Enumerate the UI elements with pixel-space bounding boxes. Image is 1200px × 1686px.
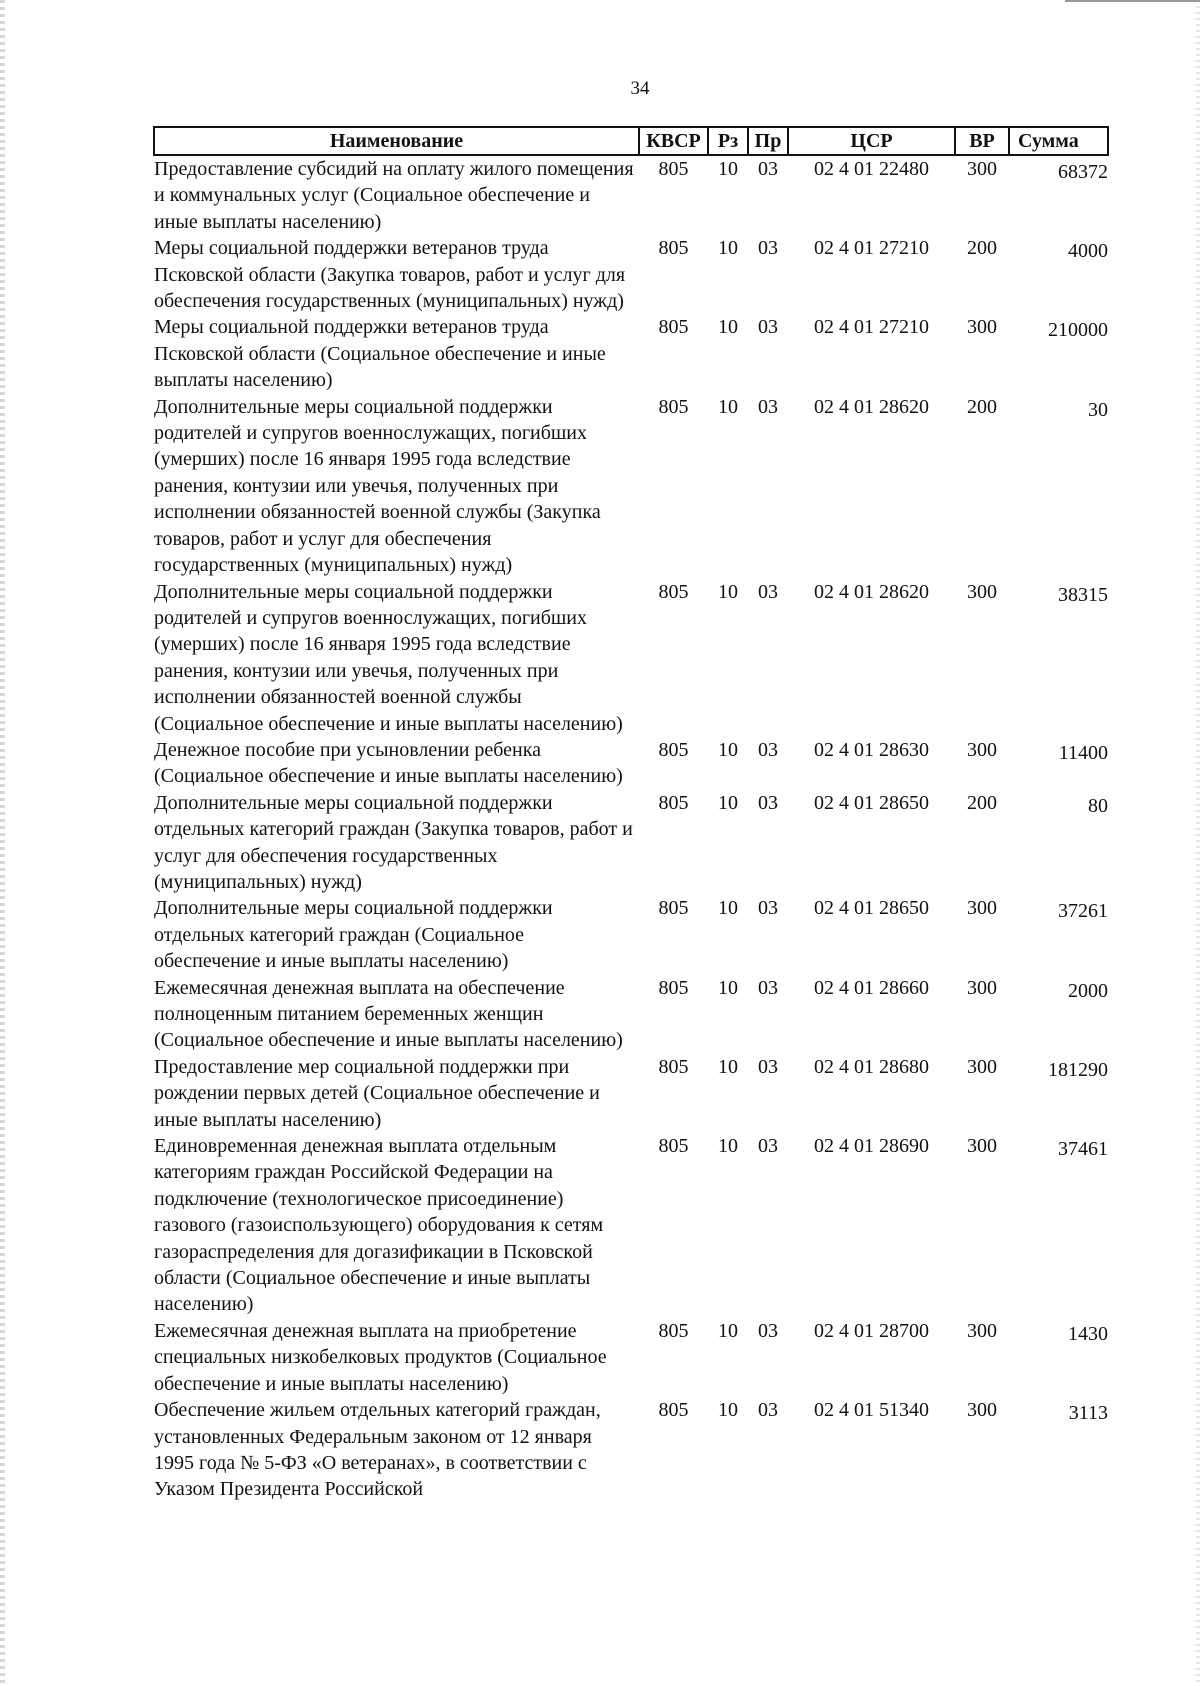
cell-rz: 10 [718, 580, 738, 603]
cell-kvsr: 805 [658, 237, 689, 260]
cell-kvsr: 805 [658, 1135, 689, 1158]
cell-vr: 300 [967, 316, 997, 339]
cell-sum: 3113 [1068, 1402, 1108, 1425]
table-row [154, 155, 1108, 235]
cell-kvsr: 805 [658, 1399, 689, 1422]
table-row [154, 1318, 1108, 1397]
header-sum: Сумма [1009, 127, 1108, 155]
cell-pr: 03 [758, 1319, 778, 1342]
header-csr: ЦСР [788, 127, 955, 155]
cell-kvsr: 805 [658, 158, 689, 180]
cell-kvsr: 805 [658, 1055, 689, 1078]
cell-csr: 02 4 01 28620 [814, 395, 929, 418]
table-row [154, 579, 1108, 737]
cell-name: Предоставление субсидий на оплату жилого помещения и коммунальных услуг (Социальное обеспечение и иные выплаты населению) [154, 158, 634, 233]
cell-name: Меры социальной поддержки ветеранов труда Псковской области (Закупка товаров, работ и услуг для обеспечения государственных (муниципальных) нужд) [154, 237, 626, 313]
cell-pr: 03 [758, 897, 778, 920]
cell-kvsr: 805 [658, 897, 689, 920]
cell-sum: 11400 [1058, 741, 1108, 764]
cell-pr: 03 [758, 580, 778, 603]
cell-csr: 02 4 01 27210 [814, 316, 929, 339]
cell-kvsr: 805 [658, 395, 689, 418]
cell-pr: 03 [758, 1399, 778, 1422]
table-row [154, 394, 1108, 579]
cell-rz: 10 [718, 976, 738, 999]
table-row [154, 737, 1108, 790]
cell-csr: 02 4 01 28660 [814, 976, 929, 999]
cell-name: Обеспечение жильем отдельных категорий граждан, установленных Федеральным законом от 12 января 1995 года № 5-ФЗ «О ветеранах», в соответствии с Указом Президента Российской [154, 1399, 601, 1501]
cell-kvsr: 805 [658, 316, 689, 339]
cell-csr: 02 4 01 28690 [814, 1135, 929, 1158]
cell-vr: 200 [967, 237, 997, 260]
cell-rz: 10 [718, 1135, 738, 1158]
table-row [154, 975, 1108, 1054]
cell-rz: 10 [718, 897, 738, 920]
cell-vr: 300 [967, 738, 997, 761]
cell-rz: 10 [718, 316, 738, 339]
cell-vr: 200 [967, 395, 997, 418]
table-body [154, 155, 1108, 1503]
cell-csr: 02 4 01 28680 [814, 1055, 929, 1078]
cell-sum: 4000 [1068, 240, 1108, 263]
cell-name: Дополнительные меры социальной поддержки отдельных категорий граждан (Закупка товаров, работ и услуг для обеспечения государственных (муниципальных) нужд) [154, 791, 633, 893]
cell-pr: 03 [758, 738, 778, 761]
cell-sum: 2000 [1068, 979, 1108, 1002]
cell-vr: 300 [967, 1399, 997, 1422]
cell-name: Дополнительные меры социальной поддержки родителей и супругов военнослужащих, погибших (умерших) после 16 января 1995 года вследствие ранения, контузии или увечья, полученных при исполнении обязанностей военной службы (Социальное обеспечение и иные выплаты населению) [154, 580, 623, 735]
cell-pr: 03 [758, 395, 778, 418]
table-row [154, 314, 1108, 393]
cell-vr: 300 [967, 580, 997, 603]
cell-kvsr: 805 [658, 738, 689, 761]
cell-sum: 1430 [1068, 1322, 1108, 1345]
cell-pr: 03 [758, 237, 778, 260]
cell-pr: 03 [758, 158, 778, 180]
header-pr: Пр [748, 127, 788, 155]
cell-vr: 300 [967, 1055, 997, 1078]
cell-name: Денежное пособие при усыновлении ребенка (Социальное обеспечение и иные выплаты населению) [154, 738, 623, 788]
cell-csr: 02 4 01 28630 [814, 738, 929, 761]
cell-rz: 10 [718, 237, 738, 260]
cell-sum: 30 [1088, 398, 1108, 421]
cell-sum: 38315 [1058, 583, 1108, 606]
page-number: 34 [630, 78, 650, 99]
cell-sum: 68372 [1058, 161, 1108, 183]
cell-name: Предоставление мер социальной поддержки при рождении первых детей (Социальное обеспечение и иные выплаты населению) [154, 1055, 600, 1131]
cell-kvsr: 805 [658, 976, 689, 999]
cell-pr: 03 [758, 976, 778, 999]
table-row [154, 790, 1108, 896]
cell-name: Единовременная денежная выплата отдельным категориям граждан Российской Федерации на подключение (технологическое присоединение) газового (газоиспользующего) оборудования к сетям газораспределения для догазификации в Псковской области (Социальное обеспечение и иные выплаты населению) [154, 1135, 604, 1316]
cell-sum: 37461 [1058, 1138, 1108, 1161]
cell-name: Дополнительные меры социальной поддержки родителей и супругов военнослужащих, погибших (умерших) после 16 января 1995 года вследствие ранения, контузии или увечья, полученных при исполнении обязанностей военной службы (Закупка товаров, работ и услуг для обеспечения государственных (муниципальных) нужд) [154, 395, 601, 577]
cell-vr: 300 [967, 976, 997, 999]
header-kvsr: КВСР [639, 127, 708, 155]
scan-edge-right [1196, 0, 1200, 1686]
cell-vr: 300 [967, 1319, 997, 1342]
cell-csr: 02 4 01 22480 [814, 158, 929, 180]
cell-csr: 02 4 01 28620 [814, 580, 929, 603]
cell-sum: 181290 [1048, 1058, 1108, 1081]
cell-vr: 300 [967, 897, 997, 920]
cell-rz: 10 [718, 1399, 738, 1422]
header-name: Наименование [154, 127, 639, 155]
cell-name: Дополнительные меры социальной поддержки отдельных категорий граждан (Социальное обеспечение и иные выплаты населению) [154, 897, 553, 973]
scan-edge-left [0, 0, 5, 1686]
cell-csr: 02 4 01 28700 [814, 1319, 929, 1342]
cell-rz: 10 [718, 158, 738, 180]
cell-sum: 37261 [1058, 900, 1108, 923]
header-rz: Рз [708, 127, 748, 155]
cell-vr: 300 [967, 158, 997, 180]
cell-vr: 200 [967, 791, 997, 814]
cell-name: Ежемесячная денежная выплата на обеспечение полноценным питанием беременных женщин (Социальное обеспечение и иные выплаты населению) [154, 976, 623, 1052]
cell-name: Ежемесячная денежная выплата на приобретение специальных низкобелковых продуктов (Социальное обеспечение и иные выплаты населению) [154, 1319, 607, 1395]
cell-vr: 300 [967, 1135, 997, 1158]
cell-pr: 03 [758, 1055, 778, 1078]
cell-pr: 03 [758, 791, 778, 814]
cell-csr: 02 4 01 28650 [814, 791, 929, 814]
cell-kvsr: 805 [658, 791, 689, 814]
table-row [154, 1054, 1108, 1133]
cell-csr: 02 4 01 27210 [814, 237, 929, 260]
cell-rz: 10 [718, 791, 738, 814]
cell-pr: 03 [758, 1135, 778, 1158]
budget-table [153, 126, 1109, 1503]
table-row [154, 235, 1108, 314]
cell-rz: 10 [718, 738, 738, 761]
cell-csr: 02 4 01 51340 [814, 1399, 929, 1422]
cell-rz: 10 [718, 1319, 738, 1342]
cell-kvsr: 805 [658, 580, 689, 603]
table-row [154, 895, 1108, 974]
cell-sum: 80 [1088, 794, 1108, 817]
cell-rz: 10 [718, 1055, 738, 1078]
cell-name: Меры социальной поддержки ветеранов труда Псковской области (Социальное обеспечение и иные выплаты населению) [154, 316, 606, 392]
table-row [154, 1397, 1108, 1503]
cell-sum: 210000 [1048, 319, 1108, 342]
cell-csr: 02 4 01 28650 [814, 897, 929, 920]
cell-kvsr: 805 [658, 1319, 689, 1342]
table-header [154, 127, 1108, 155]
cell-pr: 03 [758, 316, 778, 339]
cell-rz: 10 [718, 395, 738, 418]
scan-top-line [1065, 0, 1200, 2]
table-row [154, 1133, 1108, 1318]
header-vr: ВР [955, 127, 1009, 155]
